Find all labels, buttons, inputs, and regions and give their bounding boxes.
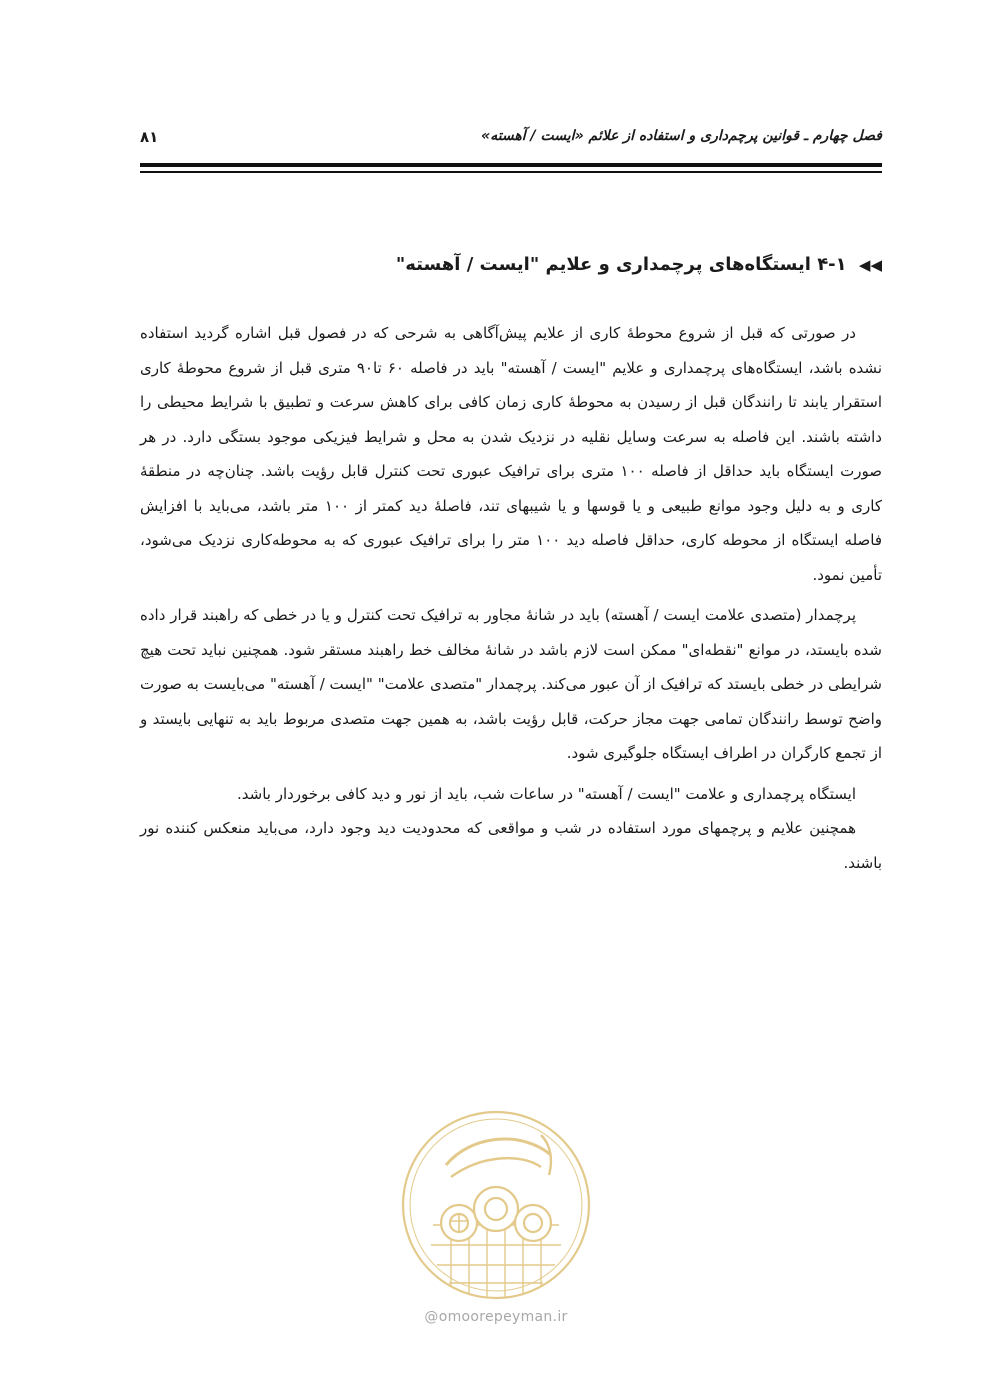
watermark-url: @omoorepeyman.ir [424,1309,568,1325]
header-rule-thick [140,163,882,167]
body-text [140,316,882,886]
chapter-title: فصل چهارم ـ قوانین پرچم‌داری و استفاده از علائم «ایست / آهسته» [481,128,882,144]
paragraph-2: پرچمدار (متصدی علامت ایست / آهسته) باید در شانهٔ مجاور به ترافیک تحت کنترل و یا در خطی که راهبند قرار داده شده بایستد، در موانع "نقطه‌ای" ممکن است لازم باشد در شانهٔ مخالف خط راهبند مستقر شود. همچنین نباید تحت هیچ شرایطی در خطی بایستد که ترافیک از آن عبور می‌کند. پرچمدار "متصدی علامت" "ایست / آهسته" می‌بایست به صورت واضح توسط رانندگان تمامی جهت مجاز حرکت، قابل رؤیت باشد، به همین جهت متصدی مربوط باید به تنهایی بایستد و از تجمع کارگران در اطراف ایستگاه جلوگیری شود. [140,606,882,762]
header-rule-thin [140,171,882,173]
paragraph-3: ایستگاه پرچمداری و علامت "ایست / آهسته" در ساعات شب، باید از نور و دید کافی برخوردار باشد. [236,784,856,803]
double-arrow-icon: ◀◀ [858,256,882,274]
section-heading [396,254,882,275]
omoore-peyman-seal-icon [391,1105,601,1305]
page-number: ۸۱ [140,128,159,146]
section-heading-text: ۴-۱ ایستگاه‌های پرچمداری و علایم "ایست / آهسته" [395,254,847,275]
paragraph-1: در صورتی که قبل از شروع محوطهٔ کاری از علایم پیش‌آگاهی به شرحی که در فصول قبل اشاره گردید استفاده نشده باشد، ایستگاه‌های پرچمداری و علایم "ایست / آهسته" باید در فاصله ۶۰ تا۹۰ متری قبل از شروع محوطهٔ کاری استقرار یابند تا رانندگان قبل از رسیدن به محوطهٔ کاری زمان کافی برای کاهش سرعت و تطبیق با شرایط محیطی را داشته باشند. این فاصله به سرعت وسایل نقلیه در نزدیک شدن به محل و شرایط فیزیکی موجود بستگی دارد. در هر صورت ایستگاه باید حداقل از فاصله ۱۰۰ متری برای ترافیک عبوری تحت کنترل قابل رؤیت باشد. چنان‌چه در منطقهٔ کاری و به دلیل وجود موانع طبیعی و یا قوسها و یا شیبهای تند، فاصلهٔ دید کمتر از ۱۰۰ متر باشد، می‌باید با افزایش فاصله ایستگاه از محوطه کاری، حداقل فاصله دید ۱۰۰ متر را برای ترافیک عبوری که به محوطه‌کاری نزدیک می‌شود، تأمین نمود. [140,324,883,584]
page-header [140,128,882,158]
paragraph-4: همچنین علایم و پرچمهای مورد استفاده در شب و مواقعی که محدودیت دید وجود دارد، می‌باید منعکس کننده نور باشند. [140,819,882,872]
watermark-logo [391,1105,601,1330]
